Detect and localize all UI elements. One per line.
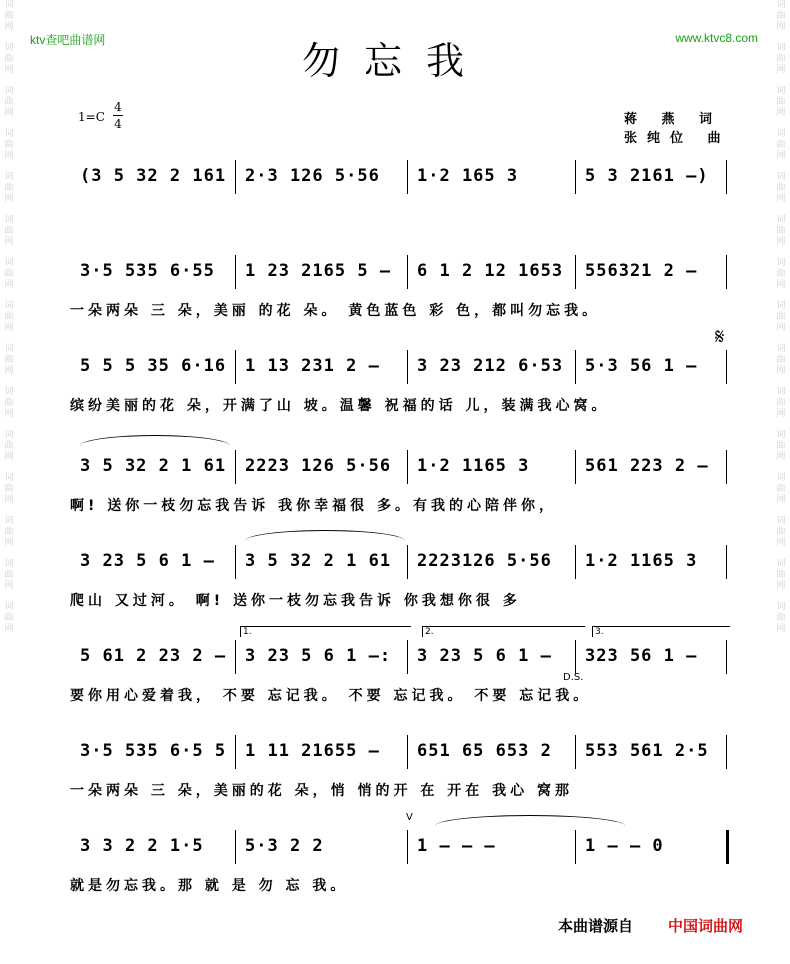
barline [407,350,408,384]
measure-notes: 2223 126 5·56 [245,456,392,476]
watermark-group [774,215,788,248]
watermark-group [2,0,16,33]
barline [726,545,727,579]
watermark-char: 词 [776,387,786,397]
watermark-char: 词 [4,129,14,139]
measure-notes: 1·2 165 3 [417,166,519,186]
barline [575,350,576,384]
measure [411,640,579,674]
measure [579,160,729,194]
watermark-char: 词 [776,430,786,440]
watermark-char: 网 [4,151,14,161]
watermark-char: 曲 [4,613,14,623]
watermark-char: 网 [4,237,14,247]
watermark-char: 网 [4,65,14,75]
source-site-right[interactable]: www.ktvc8.com [675,31,758,45]
measure [74,545,239,579]
barline [575,160,576,194]
barline [575,450,576,484]
watermark-char: 网 [4,624,14,634]
barline [726,450,727,484]
watermark-char: 词 [776,172,786,182]
barline [407,450,408,484]
watermark-group [774,129,788,162]
watermark-group [774,602,788,635]
watermark-group [774,86,788,119]
measure [74,830,239,864]
measure [579,255,729,289]
watermark-char: 词 [776,0,786,10]
barline [575,255,576,289]
measure-notes: 3 23 5 6 1 – [80,551,215,571]
barline [575,545,576,579]
measure-notes: 1 – – – [417,836,496,856]
watermark-char: 词 [4,559,14,569]
watermark-char: 网 [4,495,14,505]
measure [411,160,579,194]
credits [624,110,731,148]
watermark-char: 曲 [776,613,786,623]
measure [239,160,411,194]
staff-row [74,545,729,579]
watermark-char: 曲 [4,226,14,236]
volta-bracket: 2. [422,626,585,637]
song-title: 勿忘我 [301,39,488,83]
watermark-char: 词 [4,43,14,53]
watermark-char: 曲 [4,183,14,193]
watermark-char: 网 [4,366,14,376]
barline [575,735,576,769]
measure-notes: 5 61 2 23 2 – [80,646,227,666]
measure-notes: 1 23 2165 5 – [245,261,392,281]
composer-credit: 张纯位 曲 [624,131,731,146]
measure-notes: 5·3 56 1 – [585,356,698,376]
watermark-group [774,387,788,420]
meter-bottom: 4 [114,117,122,131]
watermark-char: 曲 [4,398,14,408]
watermark-char: 词 [776,344,786,354]
watermark-group [774,344,788,377]
watermark-char: 曲 [4,269,14,279]
watermark-char: 词 [776,258,786,268]
lyric-line: 就是勿忘我。那 就 是 勿 忘 我。 [70,878,349,894]
measure-notes: 3 5 32 2 1 61 [80,456,227,476]
watermark-char: 词 [776,602,786,612]
watermark-char: 曲 [4,11,14,21]
measure-notes: 3 23 212 6·53 [417,356,564,376]
watermark-char: 网 [776,323,786,333]
barline [235,160,236,194]
slur [80,435,230,446]
watermark-group [2,516,16,549]
watermark-char: 词 [776,43,786,53]
measure [239,640,411,674]
source-site-left[interactable]: ktv查吧曲谱网 [30,33,106,47]
watermark-group [2,387,16,420]
watermark-char: 词 [776,129,786,139]
measure-notes: 6 1 2 12 1653 [417,261,564,281]
measure-notes: 1 – – 0 [585,836,664,856]
measure-notes: 1·2 1165 3 [417,456,530,476]
watermark-group [774,430,788,463]
footer-source-site[interactable]: 中国词曲网 [668,917,744,935]
watermark-char: 词 [776,86,786,96]
measure-notes: 1 11 21655 – [245,741,380,761]
measure-notes: 651 65 653 2 [417,741,552,761]
watermark-char: 曲 [776,527,786,537]
watermark-char: 网 [776,22,786,32]
breath-mark: V [406,812,413,823]
barline [235,640,236,674]
watermark-left [2,0,16,964]
barline [235,545,236,579]
watermark-group [2,344,16,377]
measure-notes: 3 3 2 2 1·5 [80,836,204,856]
measure-notes: 5·3 2 2 [245,836,324,856]
measure [74,255,239,289]
watermark-char: 网 [776,495,786,505]
watermark-char: 曲 [776,312,786,322]
barline [235,450,236,484]
measure-notes: 1 13 231 2 – [245,356,380,376]
measure [579,450,729,484]
watermark-char: 词 [776,215,786,225]
watermark-char: 曲 [776,140,786,150]
barline [407,830,408,864]
measure [411,830,579,864]
measure-notes: 3 23 5 6 1 – [417,646,552,666]
measure [74,160,239,194]
measure [74,735,239,769]
watermark-char: 曲 [4,484,14,494]
footer-source-label: 本曲谱源自 [558,917,634,935]
dal-segno-mark: D.S. [563,672,584,683]
watermark-char: 曲 [4,570,14,580]
slur [435,815,625,826]
lyric-line: 要你用心爱着我， 不要 忘记我。 不要 忘记我。 不要 忘记我。 [70,688,592,704]
watermark-group [2,215,16,248]
watermark-char: 词 [776,559,786,569]
measure-notes: 323 56 1 – [585,646,698,666]
watermark-char: 网 [4,194,14,204]
lyricist-credit: 蒋 燕 词 [624,112,723,127]
watermark-char: 词 [4,215,14,225]
watermark-char: 曲 [776,11,786,21]
volta-bracket: 1. [240,626,411,637]
watermark-char: 网 [4,581,14,591]
watermark-char: 网 [4,538,14,548]
staff-row [74,350,729,384]
measure-notes: 3·5 535 6·55 [80,261,215,281]
barline [726,255,727,289]
time-signature [113,100,123,131]
barline [726,830,729,864]
measure-notes: 561 223 2 – [585,456,709,476]
watermark-char: 曲 [776,97,786,107]
watermark-char: 网 [4,22,14,32]
lyric-line: 啊! 送你一枝勿忘我告诉 我你幸福很 多。有我的心陪伴你， [70,498,558,514]
barline [726,350,727,384]
measure-notes: 2223126 5·56 [417,551,552,571]
watermark-group [774,301,788,334]
watermark-char: 网 [776,194,786,204]
watermark-group [774,516,788,549]
watermark-char: 曲 [776,441,786,451]
watermark-char: 词 [4,86,14,96]
watermark-group [774,473,788,506]
watermark-group [2,258,16,291]
slur [245,530,405,541]
watermark-group [2,559,16,592]
measure [239,735,411,769]
watermark-char: 网 [776,280,786,290]
segno-icon: 𝄋 [715,325,725,350]
watermark-char: 曲 [4,140,14,150]
watermark-char: 网 [776,237,786,247]
watermark-char: 曲 [4,54,14,64]
watermark-char: 网 [776,65,786,75]
watermark-char: 网 [776,108,786,118]
watermark-char: 曲 [776,183,786,193]
watermark-group [2,473,16,506]
lyric-line: 缤纷美丽的花 朵，开满了山 坡。温馨 祝福的话 儿，装满我心窝。 [70,398,610,414]
meter-top: 4 [114,100,122,114]
measure [411,735,579,769]
staff-row [74,160,729,194]
measure [579,640,729,674]
watermark-char: 网 [776,409,786,419]
barline [726,735,727,769]
watermark-char: 词 [4,172,14,182]
measure-notes: 556321 2 – [585,261,698,281]
barline [235,255,236,289]
measure-notes: 2·3 126 5·56 [245,166,380,186]
measure [579,830,729,864]
watermark-char: 曲 [4,97,14,107]
watermark-group [2,172,16,205]
watermark-char: 词 [4,301,14,311]
watermark-char: 网 [776,366,786,376]
measure-notes: 5 5 5 35 6·16 [80,356,227,376]
measure [579,545,729,579]
measure [411,545,579,579]
watermark-char: 词 [776,301,786,311]
watermark-char: 词 [4,258,14,268]
measure-notes: 553 561 2·5 [585,741,709,761]
watermark-char: 网 [776,624,786,634]
watermark-char: 网 [776,581,786,591]
measure [74,350,239,384]
measure [239,830,411,864]
watermark-char: 曲 [776,54,786,64]
measure [74,640,239,674]
watermark-char: 词 [4,430,14,440]
watermark-group [774,258,788,291]
watermark-char: 词 [4,602,14,612]
staff-row [74,735,729,769]
barline [235,735,236,769]
barline [407,640,408,674]
measure-notes: 3 5 32 2 1 61 [245,551,392,571]
watermark-right [774,0,788,964]
watermark-char: 网 [4,452,14,462]
measure [579,350,729,384]
watermark-char: 曲 [776,226,786,236]
watermark-group [2,129,16,162]
lyric-line: 一朵两朵 三 朵，美丽的花 朵，悄 悄的开 在 开在 我心 窝那 [70,783,573,799]
watermark-char: 词 [776,473,786,483]
barline [407,160,408,194]
measure [239,255,411,289]
key-signature: 1=C [78,110,105,124]
lyric-line: 爬山 又过河。 啊! 送你一枝勿忘我告诉 你我想你很 多 [70,593,521,609]
staff-row [74,830,729,864]
watermark-group [2,430,16,463]
watermark-char: 曲 [4,441,14,451]
measure [411,255,579,289]
staff-row [74,640,729,674]
watermark-group [774,172,788,205]
watermark-group [774,0,788,33]
staff-row [74,255,729,289]
barline [575,640,576,674]
watermark-char: 曲 [776,570,786,580]
watermark-char: 曲 [4,527,14,537]
watermark-char: 曲 [776,398,786,408]
watermark-char: 词 [4,387,14,397]
barline [407,735,408,769]
watermark-char: 词 [4,0,14,10]
measure-notes: 1·2 1165 3 [585,551,698,571]
staff-row [74,450,729,484]
watermark-char: 曲 [776,269,786,279]
lyric-line: 一朵两朵 三 朵，美丽 的花 朵。 黄色蓝色 彩 色，都叫勿忘我。 [70,303,601,319]
barline [407,255,408,289]
volta-bracket: 3. [592,626,730,637]
watermark-char: 曲 [776,355,786,365]
measure-notes: 3 23 5 6 1 –: [245,646,392,666]
watermark-char: 网 [4,323,14,333]
watermark-group [2,301,16,334]
watermark-char: 网 [776,151,786,161]
watermark-char: 曲 [4,312,14,322]
measure [239,545,411,579]
measure [239,450,411,484]
measure [74,450,239,484]
watermark-char: 网 [4,280,14,290]
watermark-char: 网 [776,452,786,462]
measure-notes: 3·5 535 6·5 5 [80,741,227,761]
watermark-char: 网 [4,409,14,419]
watermark-group [2,86,16,119]
measure [411,450,579,484]
barline [235,350,236,384]
barline [726,160,727,194]
watermark-char: 网 [776,538,786,548]
barline [235,830,236,864]
watermark-group [774,559,788,592]
barline [407,545,408,579]
watermark-char: 曲 [4,355,14,365]
watermark-char: 网 [4,108,14,118]
barline [726,640,727,674]
watermark-char: 曲 [776,484,786,494]
barline [575,830,576,864]
watermark-char: 词 [4,516,14,526]
measure [239,350,411,384]
measure [579,735,729,769]
watermark-char: 词 [4,473,14,483]
measure-notes: 5 3 2161 –) [585,166,709,186]
watermark-group [2,602,16,635]
watermark-char: 词 [4,344,14,354]
measure [411,350,579,384]
watermark-char: 词 [776,516,786,526]
measure-notes: (3 5 32 2 161 [80,166,227,186]
